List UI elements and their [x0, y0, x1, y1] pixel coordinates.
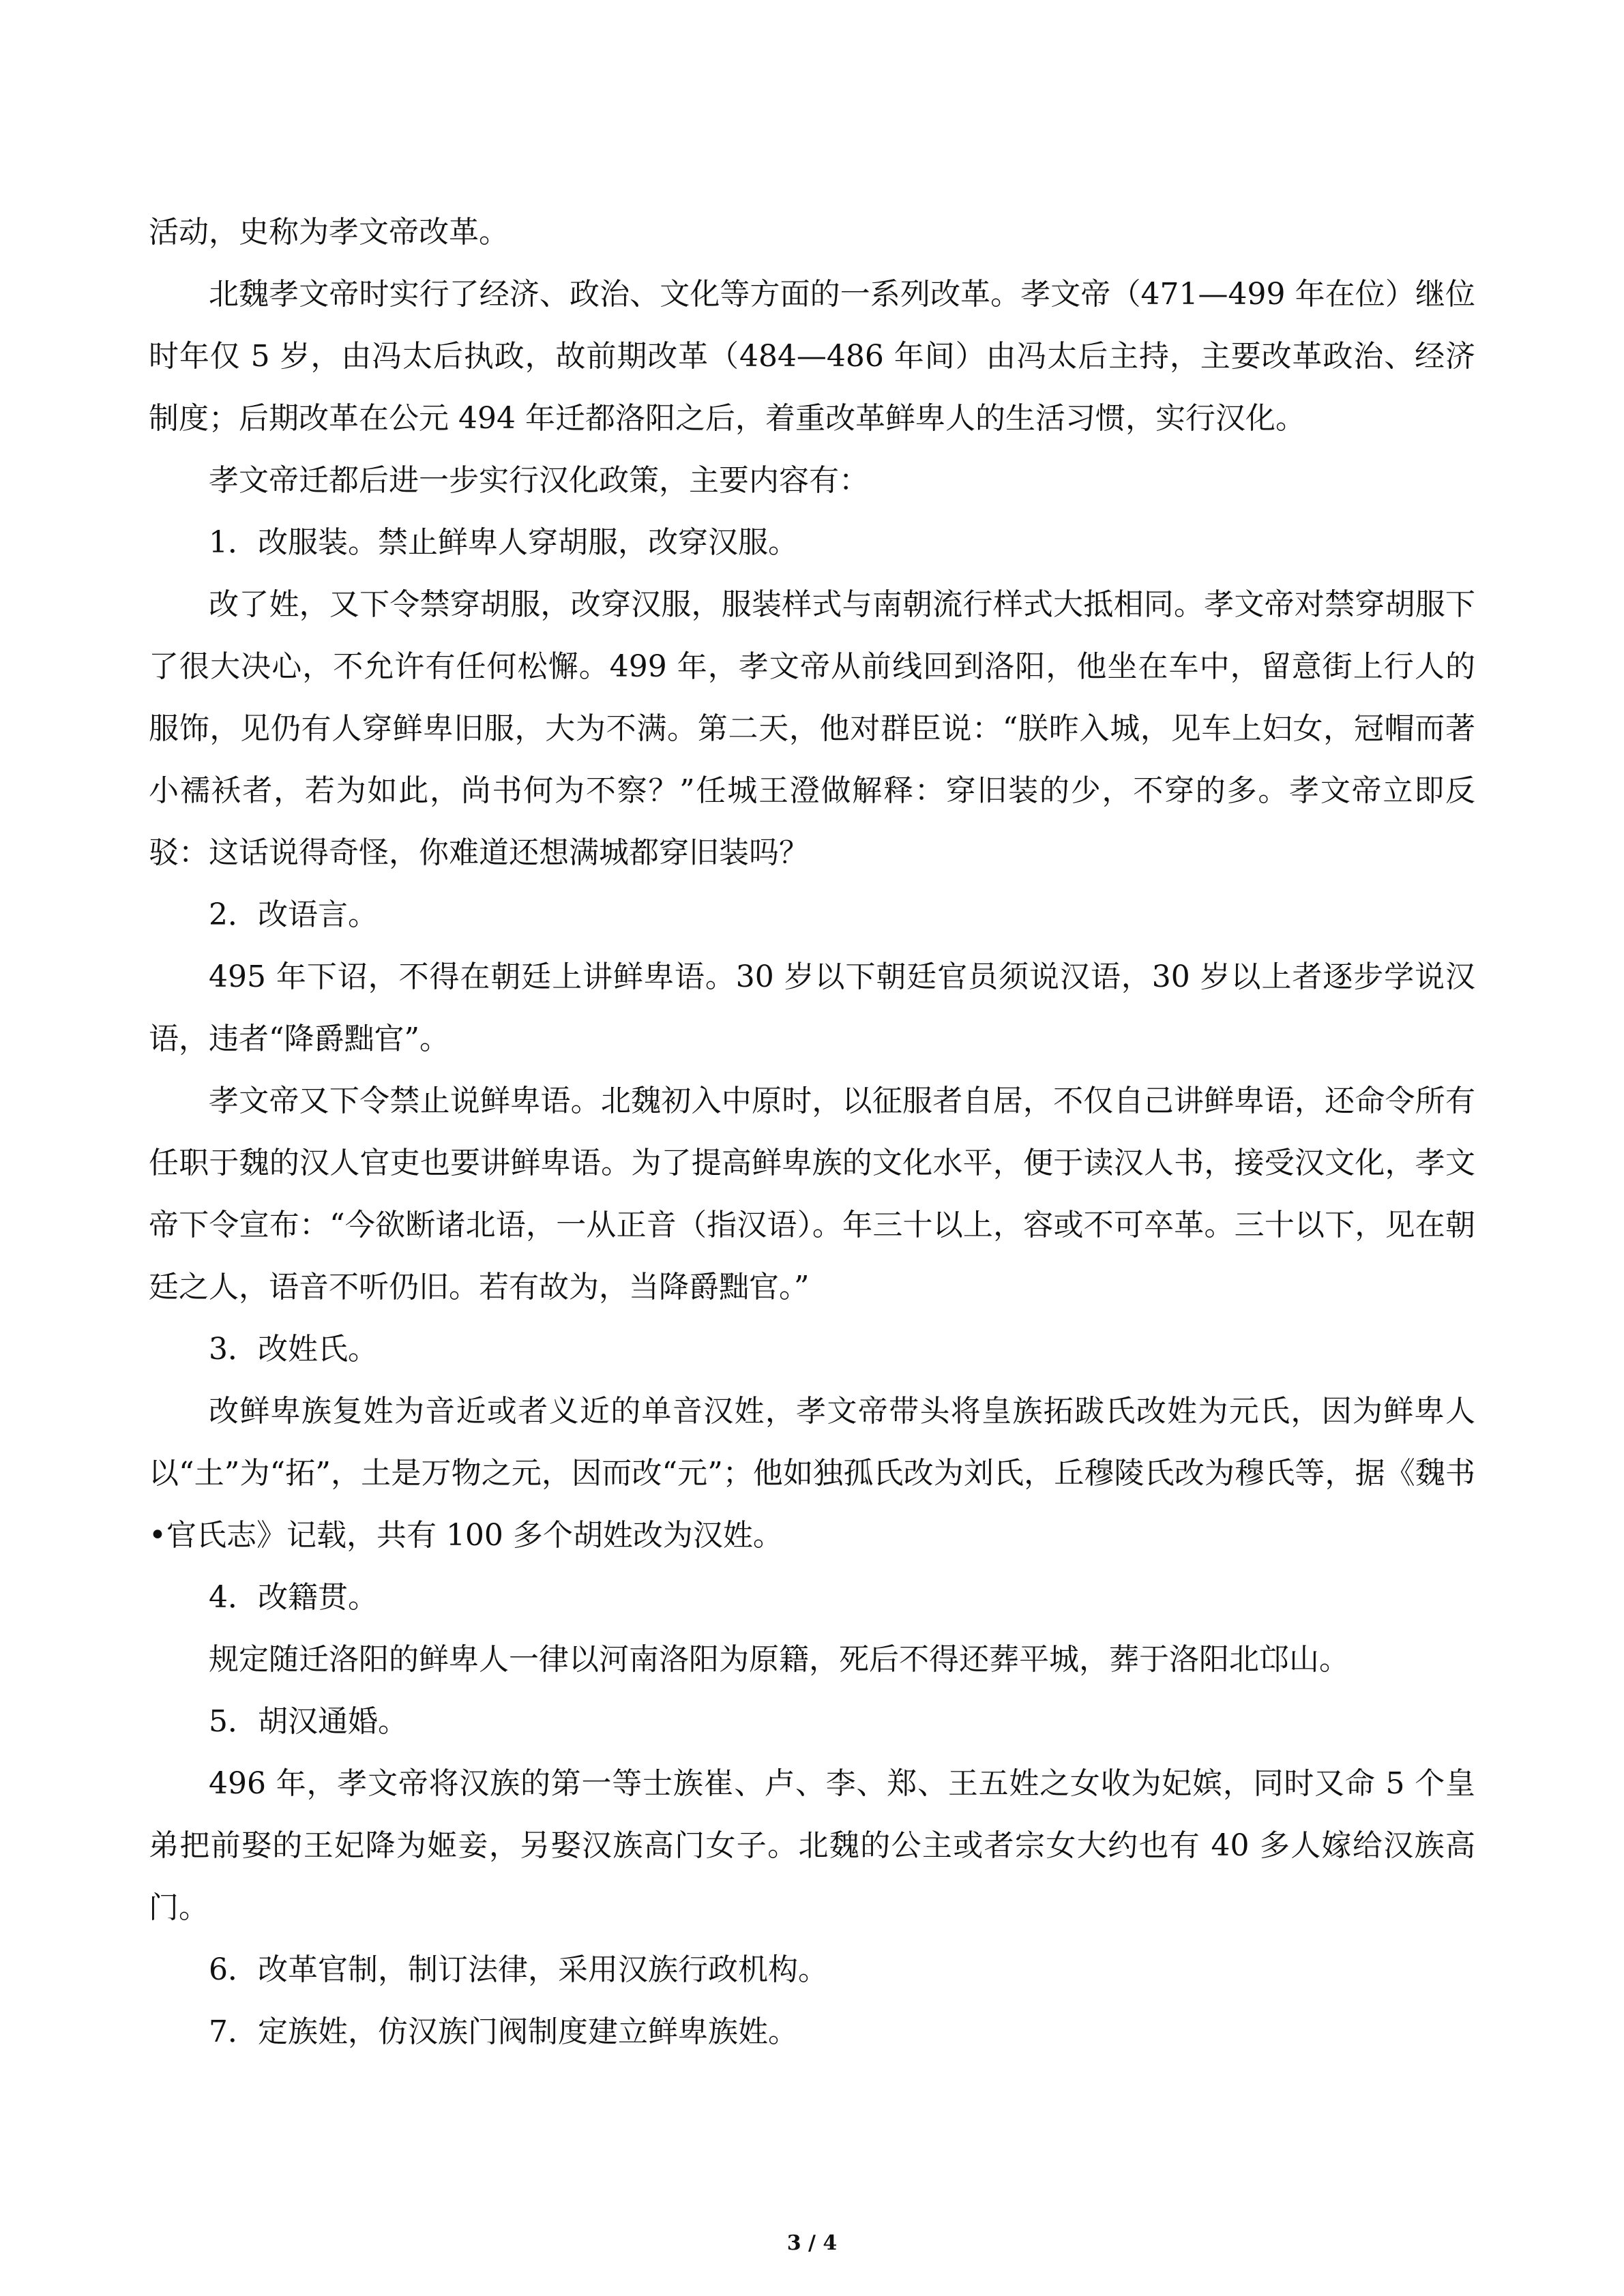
paragraph-intro-continuation: 活动，史称为孝文帝改革。	[149, 215, 509, 250]
heading-clan-system: 7．定族姓，仿汉族门阀制度建立鲜卑族姓。	[209, 2014, 798, 2049]
document-body	[149, 201, 1475, 2063]
heading-clothing-reform: 1．改服装。禁止鲜卑人穿胡服，改穿汉服。	[209, 525, 798, 560]
page-number: 3 / 4	[786, 2231, 838, 2255]
paragraph-hometown-detail: 规定随迁洛阳的鲜卑人一律以河南洛阳为原籍，死后不得还葬平城，葬于洛阳北邙山。	[209, 1642, 1349, 1677]
heading-intermarriage: 5．胡汉通婚。	[209, 1704, 408, 1739]
paragraph-language-decree: 495 年下诏，不得在朝廷上讲鲜卑语。30 岁以下朝廷官员须说汉语，30 岁以上者逐步学说汉语，违者“降爵黜官”。	[149, 959, 1475, 1056]
paragraph-clothing-detail: 改了姓，又下令禁穿胡服，改穿汉服，服装样式与南朝流行样式大抵相同。孝文帝对禁穿胡服下了很大决心，不允许有任何松懈。499 年，孝文帝从前线回到洛阳，他坐在车中，留意街上行人的服饰，见仍有人穿鲜卑旧服，大为不满。第二天，他对群臣说：“朕昨入城，见车上妇女，冠帽而著小襦袄者，若为如此，尚书何为不察？”任城王澄做解释：穿旧装的少，不穿的多。孝文帝立即反驳：这话说得奇怪，你难道还想满城都穿旧装吗？	[149, 587, 1475, 870]
heading-official-system-reform: 6．改革官制，制订法律，采用汉族行政机构。	[209, 1952, 828, 1987]
paragraph-language-detail: 孝文帝又下令禁止说鲜卑语。北魏初入中原时，以征服者自居，不仅自己讲鲜卑语，还命令所有任职于魏的汉人官吏也要讲鲜卑语。为了提高鲜卑族的文化水平，便于读汉人书，接受汉文化，孝文帝下令宣布：“今欲断诸北语，一从正音（指汉语）。年三十以上，容或不可卒革。三十以下，见在朝廷之人，语音不听仍旧。若有故为，当降爵黜官。”	[149, 1084, 1475, 1304]
heading-surname-reform: 3．改姓氏。	[209, 1332, 378, 1367]
paragraph-intermarriage-detail: 496 年，孝文帝将汉族的第一等士族崔、卢、李、郑、王五姓之女收为妃嫔，同时又命 5 个皇弟把前娶的王妃降为姬妾，另娶汉族高门女子。北魏的公主或者宗女大约也有 40 多人嫁给汉族高门。	[149, 1766, 1475, 1925]
paragraph-reform-overview: 北魏孝文帝时实行了经济、政治、文化等方面的一系列改革。孝文帝（471—499 年在位）继位时年仅 5 岁，由冯太后执政，故前期改革（484—486 年间）由冯太后主持，主要改革政治、经济制度；后期改革在公元 494 年迁都洛阳之后，着重改革鲜卑人的生活习惯，实行汉化。	[149, 277, 1475, 436]
paragraph-surname-detail: 改鲜卑族复姓为音近或者义近的单音汉姓，孝文帝带头将皇族拓跋氏改姓为元氏，因为鲜卑人以“土”为“拓”，土是万物之元，因而改“元”；他如独孤氏改为刘氏，丘穆陵氏改为穆氏等，据《魏书•官氏志》记载，共有 100 多个胡姓改为汉姓。	[149, 1394, 1475, 1553]
paragraph-sinicization-intro: 孝文帝迁都后进一步实行汉化政策，主要内容有：	[209, 463, 869, 498]
heading-hometown-reform: 4．改籍贯。	[209, 1580, 378, 1615]
heading-language-reform: 2．改语言。	[209, 897, 378, 932]
